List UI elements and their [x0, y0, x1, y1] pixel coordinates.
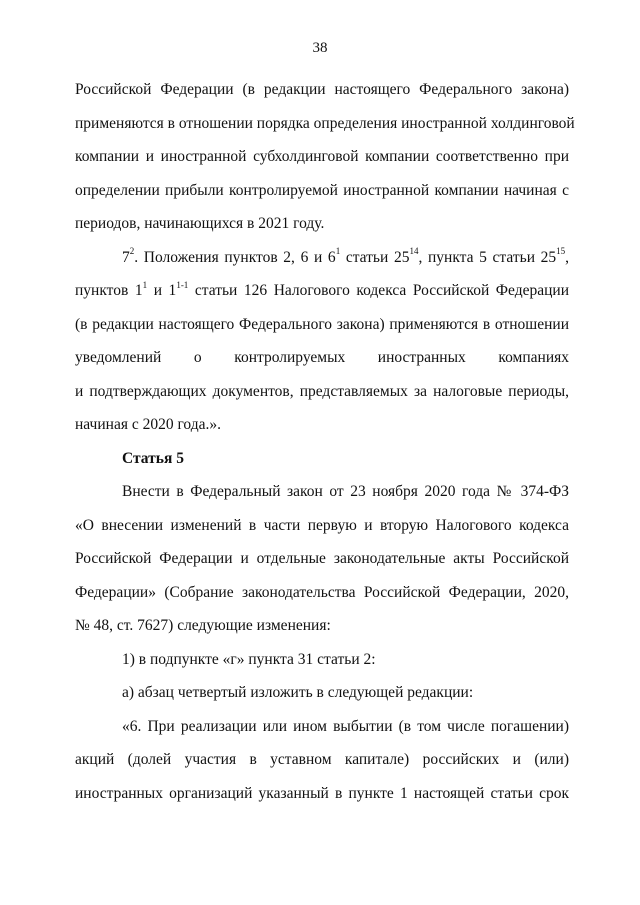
text-line: Российской Федерации (в редакции настоящего Федерального закона) — [75, 81, 569, 98]
superscript: 15 — [556, 246, 566, 257]
text-line: применяются в отношении порядка определения иностранной холдинговой — [75, 114, 575, 132]
document-body — [75, 73, 575, 810]
text-line: уведомлений о контролируемых иностранных компаниях — [75, 349, 569, 366]
text-segment: статьи 126 Налогового кодекса Российской Федерации — [188, 282, 570, 299]
text-line: Федерации» (Собрание законодательства Российской Федерации, 2020, — [75, 583, 569, 601]
text-line: «О внесении изменений в части первую и вторую Налогового кодекса — [75, 516, 569, 534]
text-line: «6. При реализации или ином выбытии (в том числе погашении) — [122, 717, 569, 735]
text-segment: , пункта 5 статьи 25 — [418, 248, 557, 266]
text-line: (в редакции настоящего Федерального закона) применяются в отношении — [75, 315, 569, 333]
superscript: 2 — [129, 246, 135, 257]
text-line: определении прибыли контролируемой иностранной компании начиная с — [75, 181, 569, 199]
text-line: акций (долей участия в уставном капитале) российских и (или) — [75, 751, 569, 768]
superscript: 1 — [142, 279, 148, 290]
text-line: и подтверждающих документов, представляемых за налоговые периоды, — [75, 382, 569, 400]
article-heading: Статья 5 — [122, 449, 184, 467]
text-line: № 48, ст. 7627) следующие изменения: — [75, 617, 331, 634]
text-line: периодов, начинающихся в 2021 году. — [75, 215, 325, 232]
text-line: Внести в Федеральный закон от 23 ноября 2020 года № 374-ФЗ — [122, 483, 569, 500]
text-segment: . Положения пунктов 2, 6 и 6 — [134, 248, 336, 266]
page-number: 38 — [312, 40, 328, 56]
text-line-with-superscripts — [75, 274, 569, 308]
text-line-with-superscripts — [75, 241, 569, 275]
text-line: начиная с 2020 года.». — [75, 416, 221, 433]
text-line: Российской Федерации и отдельные законодательные акты Российской — [75, 550, 569, 567]
superscript: 1-1 — [176, 279, 189, 290]
text-segment: , — [565, 248, 570, 266]
superscript: 14 — [409, 246, 419, 257]
superscript: 1 — [335, 246, 341, 257]
text-segment: пунктов 1 — [75, 282, 143, 299]
text-segment: статьи 25 — [340, 248, 410, 266]
text-line: а) абзац четвертый изложить в следующей редакции: — [122, 684, 474, 701]
text-segment: 7 — [122, 248, 130, 266]
text-segment: и 1 — [147, 282, 177, 299]
text-line: 1) в подпункте «г» пункта 31 статьи 2: — [122, 650, 376, 668]
text-line: компании и иностранной субхолдинговой компании соответственно при — [75, 148, 569, 165]
text-line: иностранных организаций указанный в пункте 1 настоящей статьи срок — [75, 784, 569, 802]
